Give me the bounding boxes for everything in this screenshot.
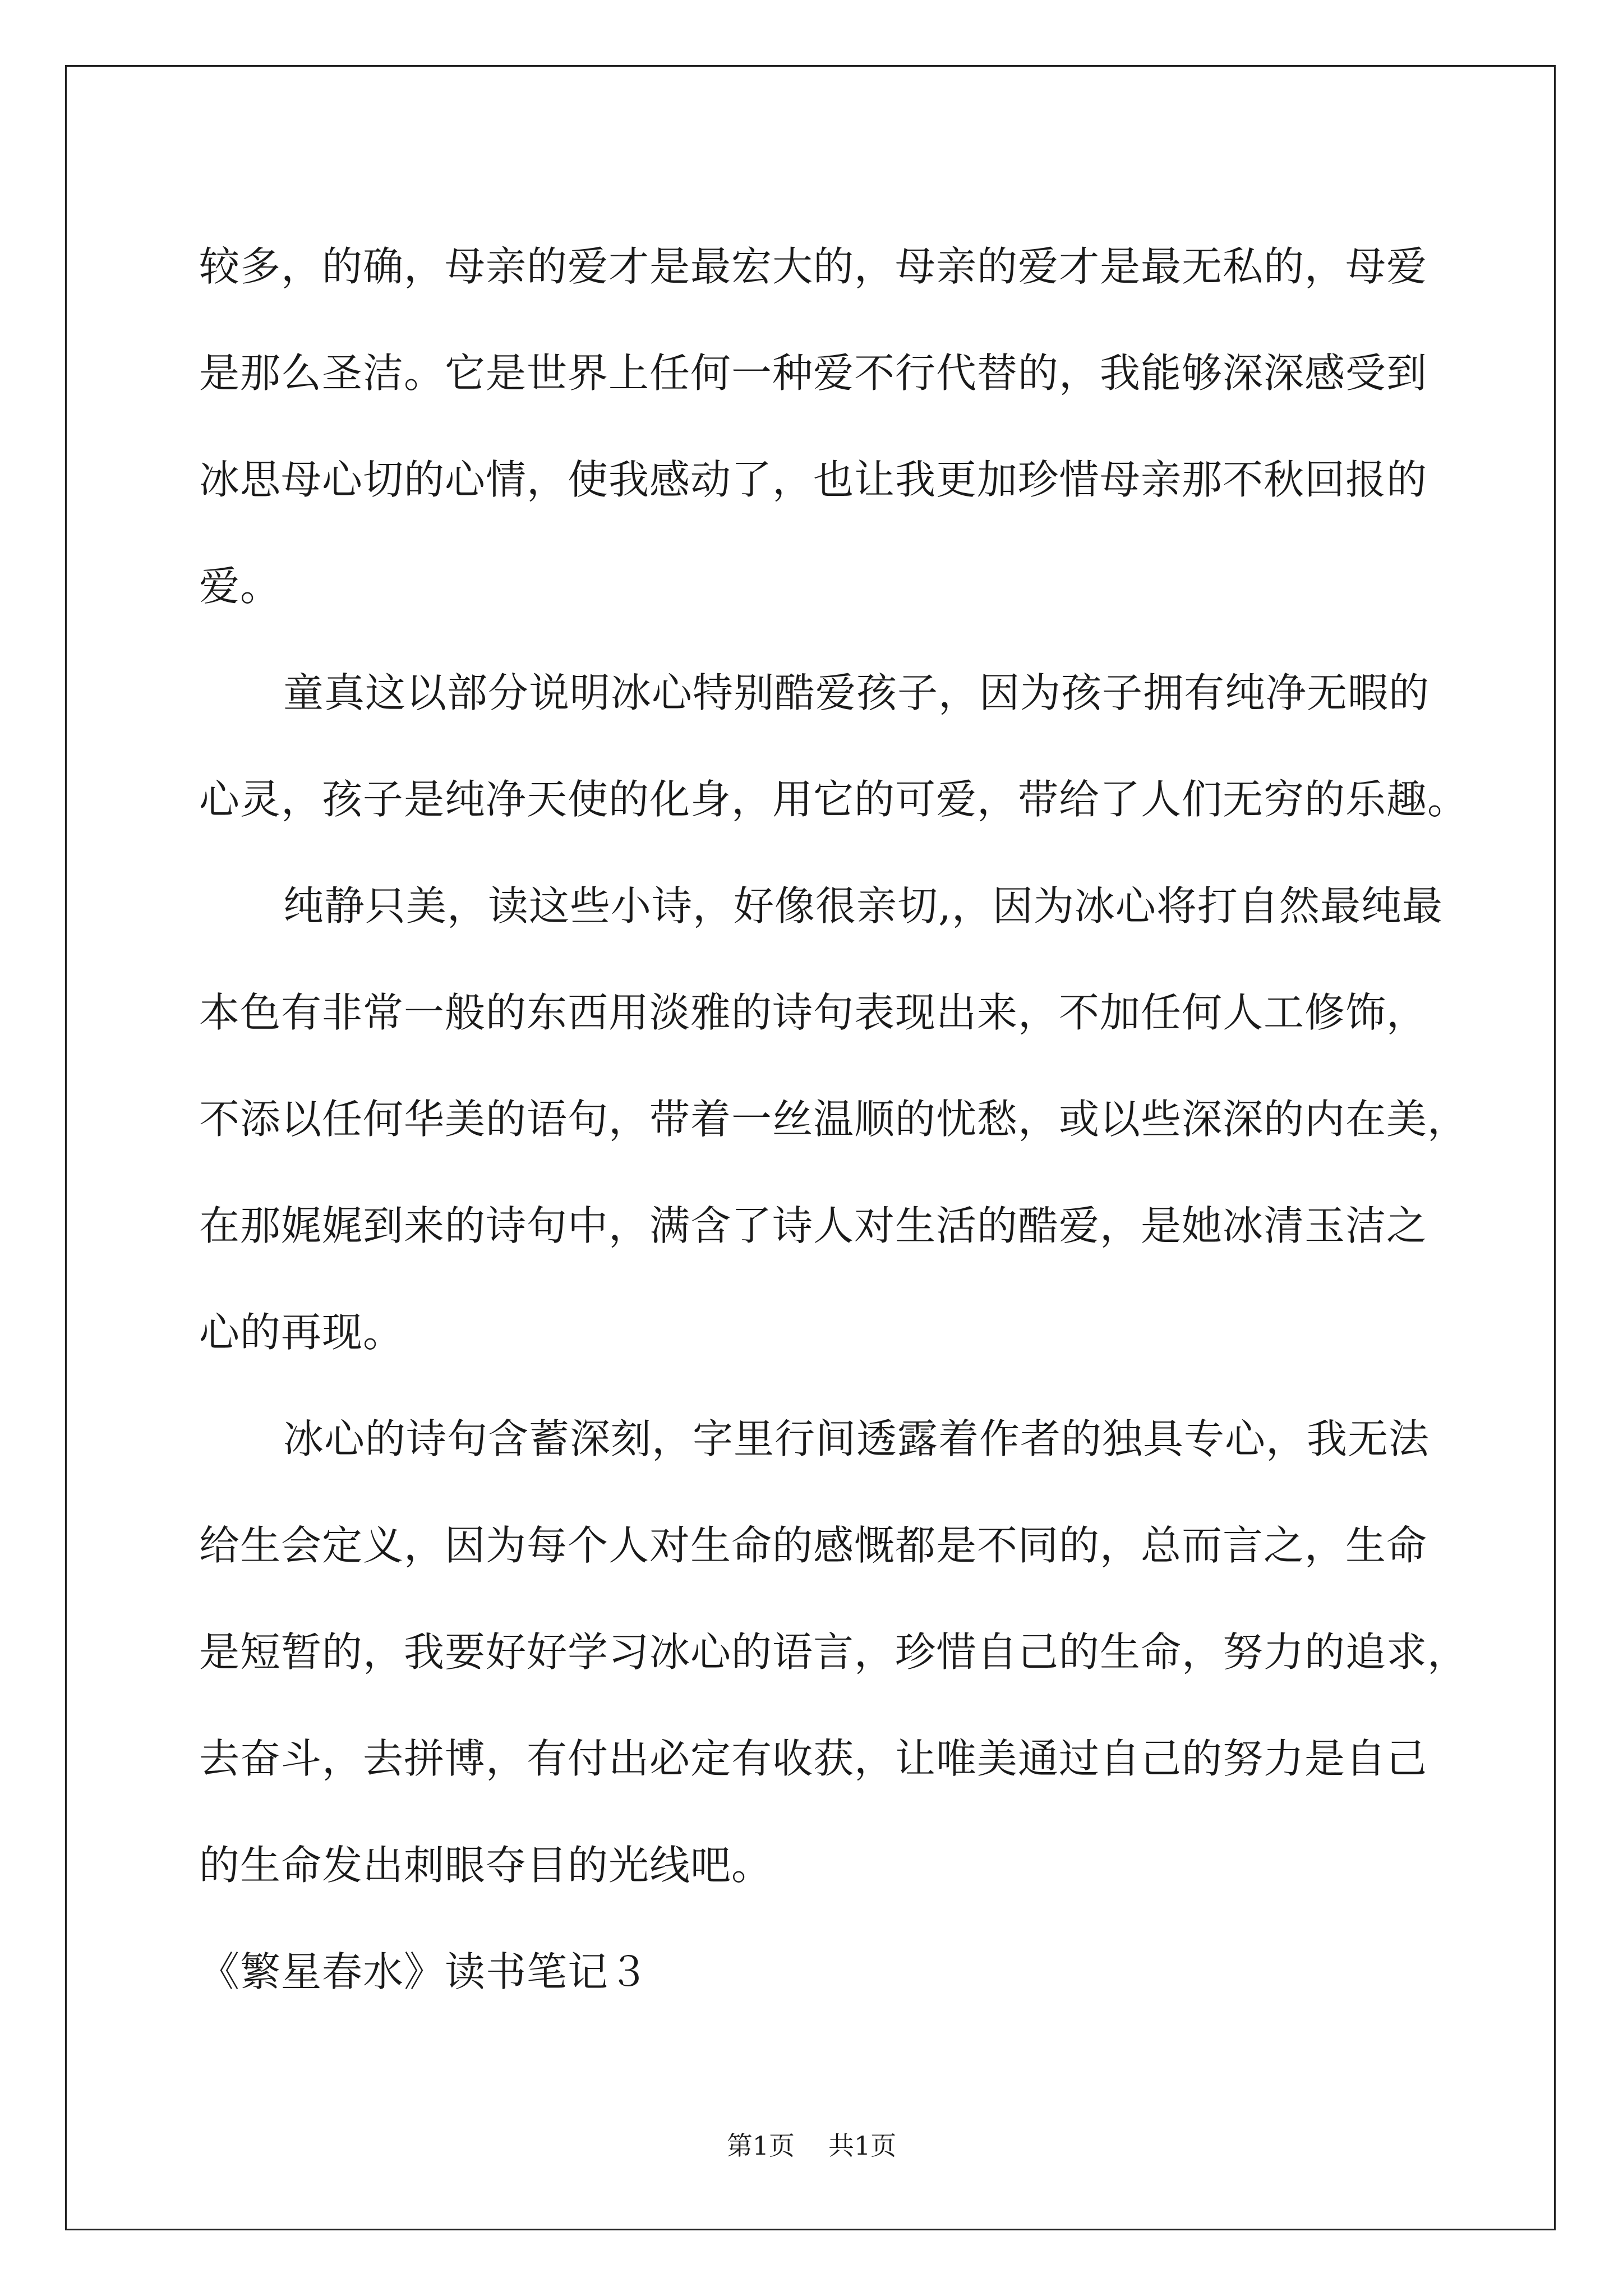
text-line: 冰思母心切的心情，使我感动了，也让我更加珍惜母亲那不秋回报的: [199, 456, 1428, 503]
text-line: 的生命发出刺眼夺目的光线吧。: [199, 1842, 773, 1889]
text-line: 心的再现。: [199, 1309, 404, 1356]
page-number-total: 共1页: [828, 2131, 897, 2161]
text-line: 较多，的确，母亲的爱才是最宏大的，母亲的爱才是最无私的，母爱: [199, 243, 1428, 290]
text-line: 去奋斗，去拼博，有付出必定有收获，让唯美通过自己的努力是自己: [199, 1735, 1428, 1782]
paragraph-start-line: 纯静只美，读这些小诗，好像很亲切,，因为冰心将打自然最纯最: [283, 882, 1443, 930]
page-number-current: 第1页: [726, 2131, 795, 2161]
text-line: 不添以任何华美的语句，带着一丝温顺的忧愁，或以些深深的内在美，: [199, 1096, 1469, 1143]
page-footer: [0, 2129, 1623, 2162]
paragraph-start-line: 冰心的诗句含蓄深刻，字里行间透露着作者的独具专心，我无法: [283, 1415, 1430, 1462]
text-line: 是短暂的，我要好好学习冰心的语言，珍惜自己的生命，努力的追求，: [199, 1628, 1469, 1676]
text-line: 爱。: [199, 563, 282, 610]
section-heading: 《繁星春水》读书笔记３: [199, 1948, 650, 1995]
document-body: [199, 213, 1469, 2025]
text-line: 心灵，孩子是纯净天使的化身，用它的可爱，带给了人们无穷的乐趣。: [199, 776, 1469, 823]
text-line: 给生会定义，因为每个人对生命的感慨都是不同的，总而言之，生命: [199, 1522, 1428, 1569]
text-line: 在那娓娓到来的诗句中，满含了诗人对生活的酷爱，是她冰清玉洁之: [199, 1202, 1428, 1249]
text-line: 本色有非常一般的东西用淡雅的诗句表现出来，不加任何人工修饰，: [199, 989, 1428, 1036]
text-line: 是那么圣洁。它是世界上任何一种爱不行代替的，我能够深深感受到: [199, 349, 1428, 397]
paragraph-start-line: 童真这以部分说明冰心特别酷爱孩子，因为孩子拥有纯净无暇的: [283, 669, 1430, 716]
